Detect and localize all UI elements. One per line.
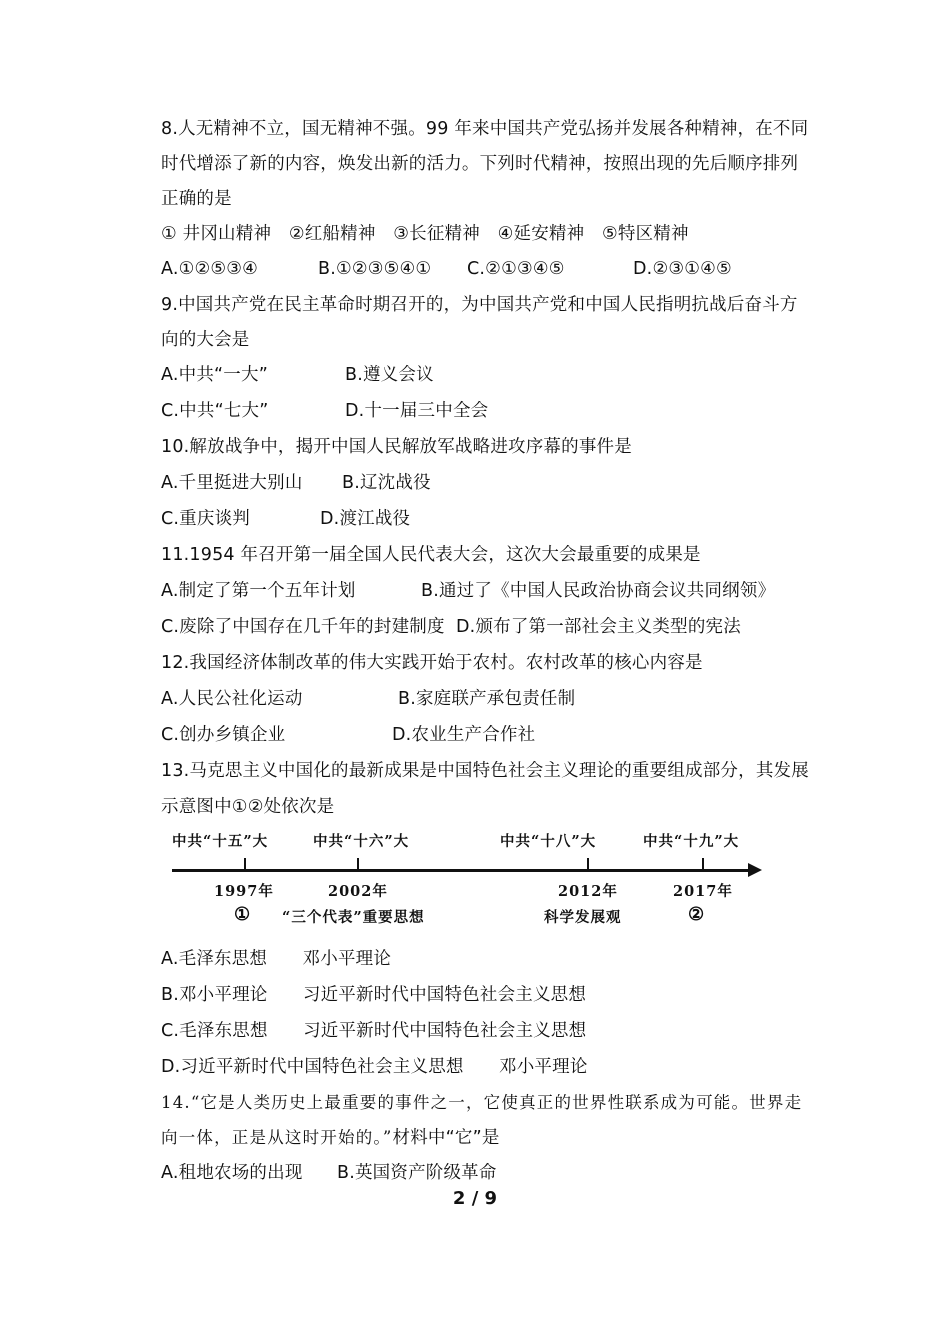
timeline-year-2017: 2017年 (673, 883, 733, 900)
q14-stem-line-1: 14.“它是人类历史上最重要的事件之一，它使真正的世界性联系成为可能。世界走 (161, 1093, 803, 1112)
q9-option-a: A.中共“一大” (161, 365, 268, 385)
timeline-scientific-outlook: 科学发展观 (544, 909, 622, 926)
q9-stem-line-2: 向的大会是 (161, 330, 250, 350)
q13-option-b: B.邓小平理论 习近平新时代中国特色社会主义思想 (161, 985, 587, 1005)
q13-option-c: C.毛泽东思想 习近平新时代中国特色社会主义思想 (161, 1021, 587, 1041)
q13-option-d: D.习近平新时代中国特色社会主义思想 邓小平理论 (161, 1057, 588, 1077)
timeline-label-16th: 中共“十六”大 (313, 833, 410, 850)
q10-option-b: B.辽沈战役 (342, 473, 431, 493)
timeline-label-15th: 中共“十五”大 (172, 833, 269, 850)
q8-option-d: D.②③①④⑤ (633, 259, 732, 279)
q13-stem-line-1: 13.马克思主义中国化的最新成果是中国特色社会主义理论的重要组成部分，其发展 (161, 761, 809, 781)
q13-option-a: A.毛泽东思想 邓小平理论 (161, 949, 392, 969)
q11-option-c: C.废除了中国存在几千年的封建制度 (161, 617, 445, 637)
timeline-arrow-icon (748, 863, 762, 877)
timeline-year-2012: 2012年 (558, 883, 618, 900)
q9-stem-line-1: 9.中国共产党在民主革命时期召开的，为中国共产党和中国人民指明抗战后奋斗方 (161, 295, 798, 315)
q8-stem-line-3: 正确的是 (161, 189, 232, 209)
q8-option-c: C.②①③④⑤ (467, 259, 565, 279)
q8-stem-line-2: 时代增添了新的内容，焕发出新的活力。下列时代精神，按照出现的先后顺序排列 (161, 154, 799, 174)
page-number: 2 / 9 (452, 1188, 498, 1209)
q14-option-a: A.租地农场的出现 (161, 1163, 303, 1183)
q14-stem-quote-end: 向一体，正是从这时开始的。” (161, 1128, 393, 1147)
q9-option-b: B.遵义会议 (345, 365, 434, 385)
q9-option-d: D.十一届三中全会 (345, 401, 489, 421)
timeline-year-1997: 1997年 (214, 883, 274, 900)
timeline-blank-2: ② (688, 904, 706, 925)
q10-option-c: C.重庆谈判 (161, 509, 250, 529)
q11-option-d: D.颁布了第一部社会主义类型的宪法 (456, 617, 741, 637)
q11-option-a: A.制定了第一个五年计划 (161, 581, 356, 601)
timeline-label-19th: 中共“十九”大 (643, 833, 740, 850)
q10-option-d: D.渡江战役 (320, 509, 411, 529)
q13-stem-line-2: 示意图中①②处依次是 (161, 797, 335, 817)
q12-stem: 12.我国经济体制改革的伟大实践开始于农村。农村改革的核心内容是 (161, 653, 703, 673)
q14-stem-line-2 (161, 1126, 500, 1150)
q8-items: ① 井冈山精神 ②红船精神 ③长征精神 ④延安精神 ⑤特区精神 (161, 224, 689, 244)
q12-option-c: C.创办乡镇企业 (161, 725, 286, 745)
q11-stem: 11.1954 年召开第一届全国人民代表大会，这次大会最重要的成果是 (161, 545, 701, 565)
timeline-blank-1: ① (234, 904, 252, 925)
timeline-axis (172, 869, 752, 872)
q8-stem-line-1: 8.人无精神不立，国无精神不强。99 年来中国共产党弘扬并发展各种精神，在不同 (161, 119, 809, 139)
q11-option-b: B.通过了《中国人民政治协商会议共同纲领》 (421, 581, 776, 601)
timeline-year-2002: 2002年 (328, 883, 388, 900)
q12-option-b: B.家庭联产承包责任制 (398, 689, 576, 709)
q8-option-a: A.①②⑤③④ (161, 259, 259, 279)
q12-option-a: A.人民公社化运动 (161, 689, 303, 709)
q9-option-c: C.中共“七大” (161, 401, 269, 421)
q13-timeline-diagram (162, 824, 772, 934)
timeline-label-18th: 中共“十八”大 (500, 833, 597, 850)
q14-stem-question: 材料中“它”是 (392, 1128, 500, 1148)
q8-option-b: B.①②③⑤④① (318, 259, 432, 279)
q12-option-d: D.农业生产合作社 (392, 725, 536, 745)
q10-option-a: A.千里挺进大别山 (161, 473, 303, 493)
timeline-three-represents: “三个代表”重要思想 (282, 909, 425, 926)
q14-option-b: B.英国资产阶级革命 (337, 1163, 497, 1183)
q10-stem: 10.解放战争中，揭开中国人民解放军战略进攻序幕的事件是 (161, 437, 632, 457)
